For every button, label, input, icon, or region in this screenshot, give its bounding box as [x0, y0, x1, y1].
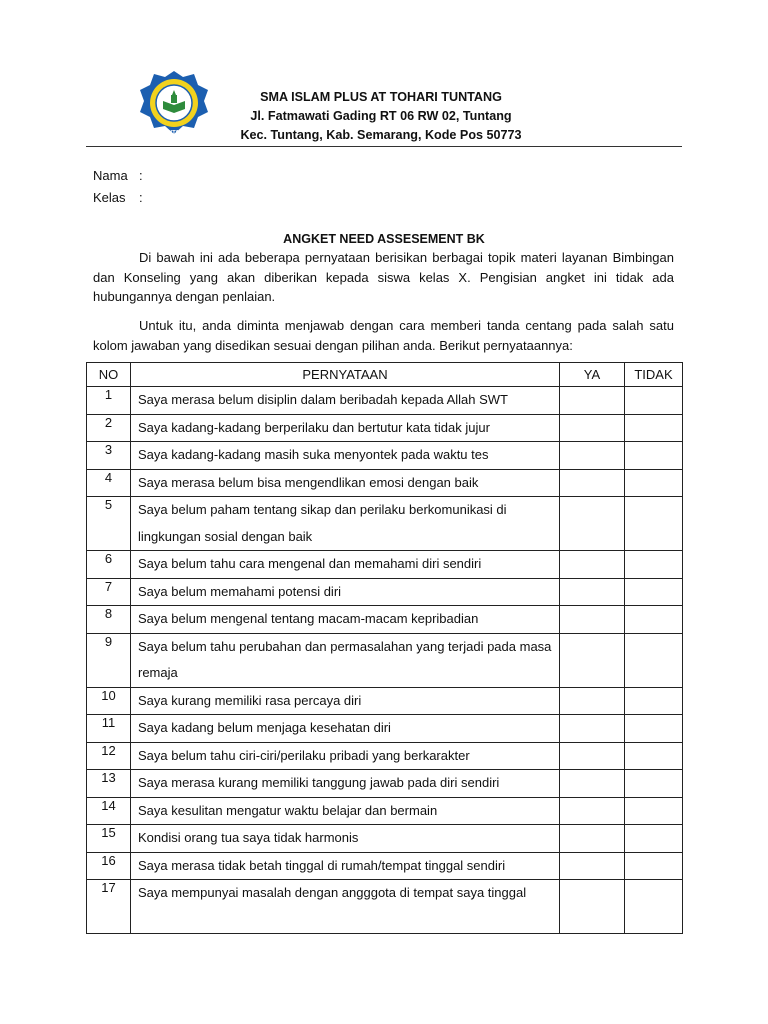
yes-answer-cell[interactable] — [560, 578, 625, 606]
row-number: 8 — [87, 606, 131, 634]
table-row — [87, 742, 683, 770]
no-answer-cell[interactable] — [625, 497, 683, 551]
no-answer-cell[interactable] — [625, 687, 683, 715]
yes-answer-cell[interactable] — [560, 825, 625, 853]
yes-answer-cell[interactable] — [560, 497, 625, 551]
no-answer-cell[interactable] — [625, 852, 683, 880]
table-row — [87, 387, 683, 415]
header-statement: PERNYATAAN — [131, 363, 560, 387]
header-divider — [86, 146, 682, 147]
header-no-answer: TIDAK — [625, 363, 683, 387]
yes-answer-cell[interactable] — [560, 770, 625, 798]
header-yes: YA — [560, 363, 625, 387]
row-statement: Saya belum paham tentang sikap dan perilaku berkomunikasi di lingkungan sosial dengan baik — [131, 497, 560, 551]
no-answer-cell[interactable] — [625, 442, 683, 470]
row-number: 17 — [87, 880, 131, 934]
row-number: 11 — [87, 715, 131, 743]
header-no: NO — [87, 363, 131, 387]
name-label: Nama — [93, 168, 128, 183]
row-statement: Saya mempunyai masalah dengan angggota di tempat saya tinggal — [131, 880, 560, 934]
row-statement: Kondisi orang tua saya tidak harmonis — [131, 825, 560, 853]
row-statement: Saya merasa belum disiplin dalam beribadah kepada Allah SWT — [131, 387, 560, 415]
no-answer-cell[interactable] — [625, 387, 683, 415]
address-line-2: Kec. Tuntang, Kab. Semarang, Kode Pos 50773 — [240, 128, 522, 142]
table-row — [87, 825, 683, 853]
school-header — [226, 88, 536, 145]
no-answer-cell[interactable] — [625, 825, 683, 853]
yes-answer-cell[interactable] — [560, 551, 625, 579]
table-row — [87, 852, 683, 880]
row-statement: Saya belum tahu ciri-ciri/perilaku pribadi yang berkarakter — [131, 742, 560, 770]
row-statement: Saya kesulitan mengatur waktu belajar dan bermain — [131, 797, 560, 825]
row-statement: Saya belum mengenal tentang macam-macam kepribadian — [131, 606, 560, 634]
no-answer-cell[interactable] — [625, 414, 683, 442]
name-separator: : — [139, 168, 143, 183]
yes-answer-cell[interactable] — [560, 797, 625, 825]
questionnaire-table — [86, 362, 683, 934]
table-row — [87, 469, 683, 497]
table-row — [87, 414, 683, 442]
row-statement: Saya kurang memiliki rasa percaya diri — [131, 687, 560, 715]
table-row — [87, 606, 683, 634]
row-statement: Saya belum tahu cara mengenal dan memahami diri sendiri — [131, 551, 560, 579]
yes-answer-cell[interactable] — [560, 469, 625, 497]
no-answer-cell[interactable] — [625, 551, 683, 579]
yes-answer-cell[interactable] — [560, 414, 625, 442]
no-answer-cell[interactable] — [625, 715, 683, 743]
row-number: 15 — [87, 825, 131, 853]
yes-answer-cell[interactable] — [560, 606, 625, 634]
row-number: 1 — [87, 387, 131, 415]
name-field — [93, 168, 143, 183]
class-label: Kelas — [93, 190, 126, 205]
yes-answer-cell[interactable] — [560, 852, 625, 880]
no-answer-cell[interactable] — [625, 606, 683, 634]
row-statement: Saya kadang-kadang masih suka menyontek pada waktu tes — [131, 442, 560, 470]
table-row — [87, 633, 683, 687]
school-logo — [136, 68, 212, 140]
row-number: 14 — [87, 797, 131, 825]
intro-paragraph: Di bawah ini ada beberapa pernyataan berisikan berbagai topik materi layanan Bimbingan dan Konseling yang akan diberikan kepada siswa kelas X. Pengisian angket ini tidak ada hubungannya dengan penlaian. — [93, 250, 674, 304]
row-statement: Saya belum tahu perubahan dan permasalahan yang terjadi pada masa remaja — [131, 633, 560, 687]
row-number: 10 — [87, 687, 131, 715]
row-number: 13 — [87, 770, 131, 798]
yes-answer-cell[interactable] — [560, 715, 625, 743]
class-separator: : — [139, 190, 143, 205]
yes-answer-cell[interactable] — [560, 442, 625, 470]
no-answer-cell[interactable] — [625, 633, 683, 687]
table-row — [87, 551, 683, 579]
table-row — [87, 687, 683, 715]
row-statement: Saya kadang-kadang berperilaku dan bertutur kata tidak jujur — [131, 414, 560, 442]
no-answer-cell[interactable] — [625, 578, 683, 606]
table-row — [87, 578, 683, 606]
row-number: 16 — [87, 852, 131, 880]
row-statement: Saya merasa belum bisa mengendlikan emosi dengan baik — [131, 469, 560, 497]
row-number: 7 — [87, 578, 131, 606]
yes-answer-cell[interactable] — [560, 687, 625, 715]
logo-lettering: TUNTANG — [160, 130, 188, 136]
no-answer-cell[interactable] — [625, 880, 683, 934]
row-statement: Saya belum memahami potensi diri — [131, 578, 560, 606]
table-row — [87, 797, 683, 825]
table-row — [87, 442, 683, 470]
yes-answer-cell[interactable] — [560, 387, 625, 415]
row-number: 2 — [87, 414, 131, 442]
row-statement: Saya merasa kurang memiliki tanggung jawab pada diri sendiri — [131, 770, 560, 798]
row-number: 5 — [87, 497, 131, 551]
no-answer-cell[interactable] — [625, 742, 683, 770]
instruction-paragraph: Untuk itu, anda diminta menjawab dengan cara memberi tanda centang pada salah satu kolom jawaban yang disedikan sesuai dengan pilihan anda. Berikut pernyataannya: — [93, 318, 674, 353]
table-row — [87, 880, 683, 934]
row-number: 12 — [87, 742, 131, 770]
table-row — [87, 715, 683, 743]
row-statement: Saya kadang belum menjaga kesehatan diri — [131, 715, 560, 743]
row-number: 4 — [87, 469, 131, 497]
table-row — [87, 497, 683, 551]
row-number: 6 — [87, 551, 131, 579]
no-answer-cell[interactable] — [625, 469, 683, 497]
no-answer-cell[interactable] — [625, 770, 683, 798]
address-line-1: Jl. Fatmawati Gading RT 06 RW 02, Tuntang — [250, 109, 512, 123]
class-field — [93, 190, 143, 205]
yes-answer-cell[interactable] — [560, 633, 625, 687]
school-name: SMA ISLAM PLUS AT TOHARI TUNTANG — [260, 90, 502, 104]
document-title: ANGKET NEED ASSESEMENT BK — [283, 232, 485, 246]
row-statement: Saya merasa tidak betah tinggal di rumah/tempat tinggal sendiri — [131, 852, 560, 880]
yes-answer-cell[interactable] — [560, 880, 625, 934]
table-row — [87, 770, 683, 798]
no-answer-cell[interactable] — [625, 797, 683, 825]
row-number: 3 — [87, 442, 131, 470]
table-header-row — [87, 363, 683, 387]
yes-answer-cell[interactable] — [560, 742, 625, 770]
row-number: 9 — [87, 633, 131, 687]
